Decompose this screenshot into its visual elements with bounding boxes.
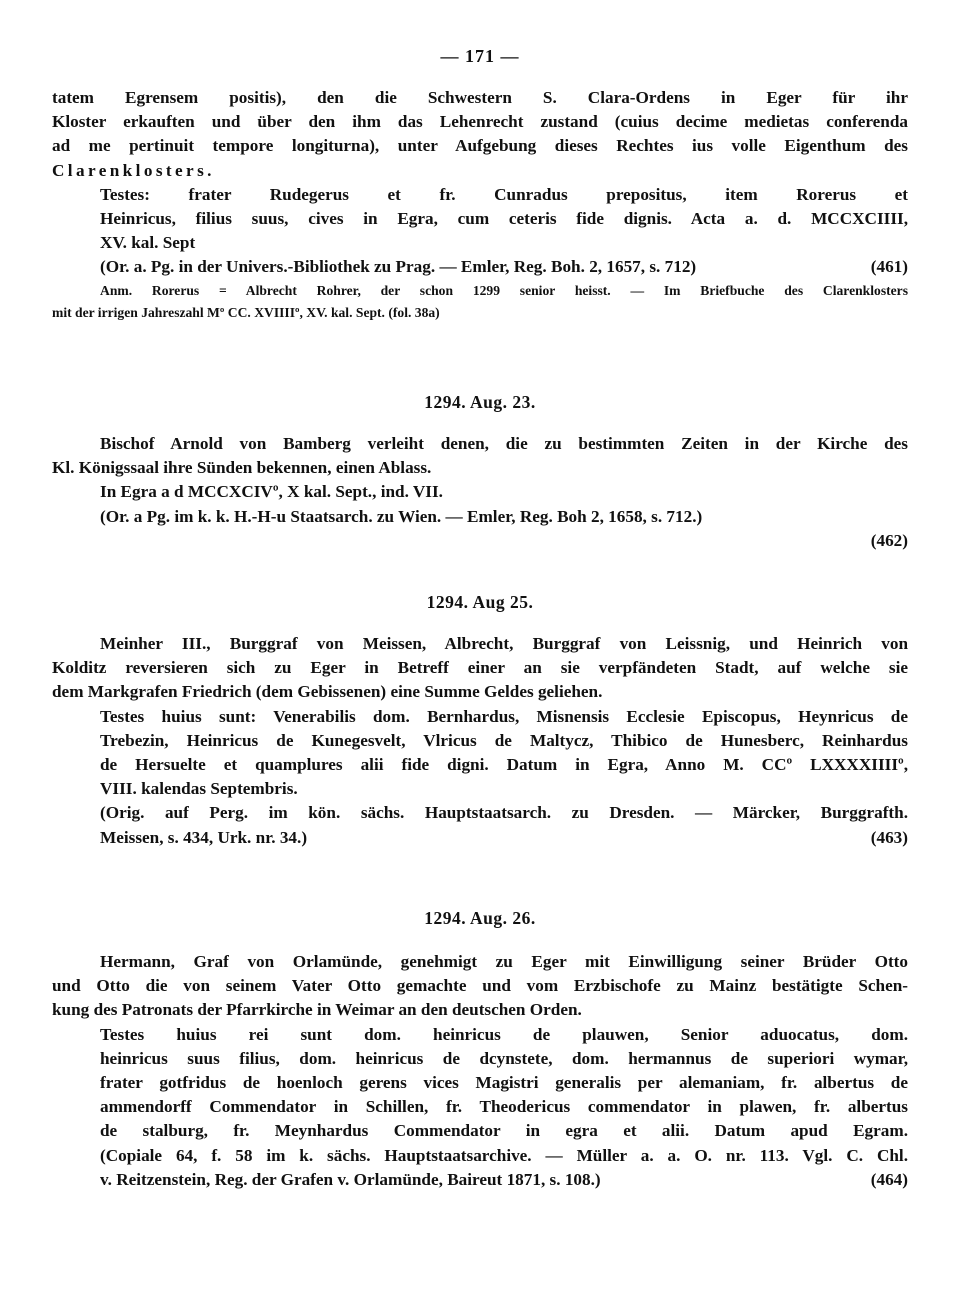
text-line: Bischof Arnold von Bamberg verleiht denen, die zu bestimmten Zeiten in der Kirche des (100, 434, 908, 453)
document-number: (463) (870, 827, 908, 847)
page-number: — 171 — (440, 46, 520, 66)
testes-line: Trebezin, Heinricus de Kunegesvelt, Vlricus de Maltycz, Thibico de Hunesberc, Reinhardus (100, 730, 908, 750)
testes-line: Testes huius sunt: Venerabilis dom. Bernhardus, Misnensis Ecclesie Episcopus, Heynricus de (100, 706, 908, 726)
entry-date: 1294. Aug. 23. (424, 392, 536, 412)
source-line: (Orig. auf Perg. im kön. sächs. Hauptstaatsarch. zu Dresden. — Märcker, Burggrafth. (100, 803, 908, 823)
text-line: Clarenklosters. (52, 160, 215, 180)
text-line: Meinher III., Burggraf von Meissen, Albrecht, Burggraf von Leissnig, und Heinrich von (100, 634, 908, 653)
testes-line: ammendorff Commendator in Schillen, fr. Theodericus commendator in plawen, fr. albertus (100, 1097, 908, 1117)
text-line: und Otto die von seinem Vater Otto gemachte und vom Erzbischofe zu Mainz bestätigte Schen- (52, 976, 908, 996)
testes-line: Testes huius rei sunt dom. heinricus de plauwen, Senior aduocatus, dom. (100, 1024, 908, 1044)
testes-line: heinricus suus filius, dom. heinricus de dcynstete, dom. hermannus de superiori wymar, (100, 1048, 908, 1068)
source-citation: Meissen, s. 434, Urk. nr. 34.) (100, 827, 308, 847)
entry-date: 1294. Aug 25. (426, 592, 534, 612)
testes-line: Testes: frater Rudegerus et fr. Cunradus prepositus, item Rorerus et (100, 184, 908, 204)
document-number: (464) (870, 1169, 908, 1189)
source-line: (Copiale 64, f. 58 im k. sächs. Hauptstaatsarchive. — Müller a. a. O. nr. 113. Vgl. C. Chl. (100, 1145, 908, 1165)
document-number: (462) (870, 530, 908, 550)
note-line: mit der irrigen Jahreszahl Mº CC. XVIIIIº, XV. kal. Sept. (fol. 38a) (52, 304, 440, 320)
text-line: Kolditz reversieren sich zu Eger in Betreff einer an sie verpfändeten Stadt, auf welche sie (52, 658, 908, 678)
source-citation: (Or. a. Pg. in der Univers.-Bibliothek zu Prag. — Emler, Reg. Boh. 2, 1657, s. 712) (100, 257, 697, 277)
testes-line: XV. kal. Sept (100, 233, 196, 253)
text-line: tatem Egrensem positis), den die Schwestern S. Clara-Ordens in Eger für ihr (52, 88, 908, 107)
text-line: ad me pertinuit tempore longiturna), unter Aufgebung dieses Rechtes ius volle Eigenthum des (52, 136, 908, 156)
text-line: kung des Patronats der Pfarrkirche in Weimar an den deutschen Orden. (52, 1000, 582, 1020)
source-line (52, 255, 908, 279)
testes-line: frater gotfridus de hoenloch gerens vices Magistri generalis per alemaniam, fr. albertus de (100, 1072, 908, 1092)
text-line: Kl. Königssaal ihre Sünden bekennen, einen Ablass. (52, 458, 432, 478)
text-line: dem Markgrafen Friedrich (dem Gebissenen) eine Summe Geldes geliehen. (52, 682, 603, 702)
entry-461 (52, 86, 908, 324)
source-citation: v. Reitzenstein, Reg. der Grafen v. Orlamünde, Baireut 1871, s. 108.) (100, 1169, 601, 1189)
document-number: (461) (870, 257, 908, 277)
source-citation: (Or. a Pg. im k. k. H.-H-u Staatsarch. zu Wien. — Emler, Reg. Boh 2, 1658, s. 712.) (100, 506, 703, 526)
source-line (52, 826, 908, 850)
source-line (52, 1168, 908, 1192)
testes-line: de stalburg, fr. Meynhardus Commendator in egra et alii. Datum apud Egram. (100, 1121, 908, 1141)
testes-line: de Hersuelte et quamplures alii fide digni. Datum in Egra, Anno M. CCº LXXXXIIIIº, (100, 754, 908, 774)
entry-date: 1294. Aug. 26. (424, 908, 536, 928)
dating-line: In Egra a d MCCXCIVº, X kal. Sept., ind. VII. (100, 482, 443, 502)
testes-line: VIII. kalendas Septembris. (100, 779, 298, 799)
entry-464 (52, 950, 908, 1192)
text-line: Kloster erkauften und über den ihm das Lehenrecht zustand (cuius decime medietas conferenda (52, 112, 908, 132)
entry-462 (52, 432, 908, 553)
note-line: Anm. Rorerus = Albrecht Rohrer, der schon 1299 senior heisst. — Im Briefbuche des Clarenklosters (100, 282, 908, 298)
testes-line: Heinricus, filius suus, cives in Egra, cum ceteris fide dignis. Acta a. d. MCCXCIIII, (100, 208, 908, 228)
text-line: Hermann, Graf von Orlamünde, genehmigt zu Eger mit Einwilligung seiner Brüder Otto (100, 952, 908, 971)
entry-463 (52, 632, 908, 850)
